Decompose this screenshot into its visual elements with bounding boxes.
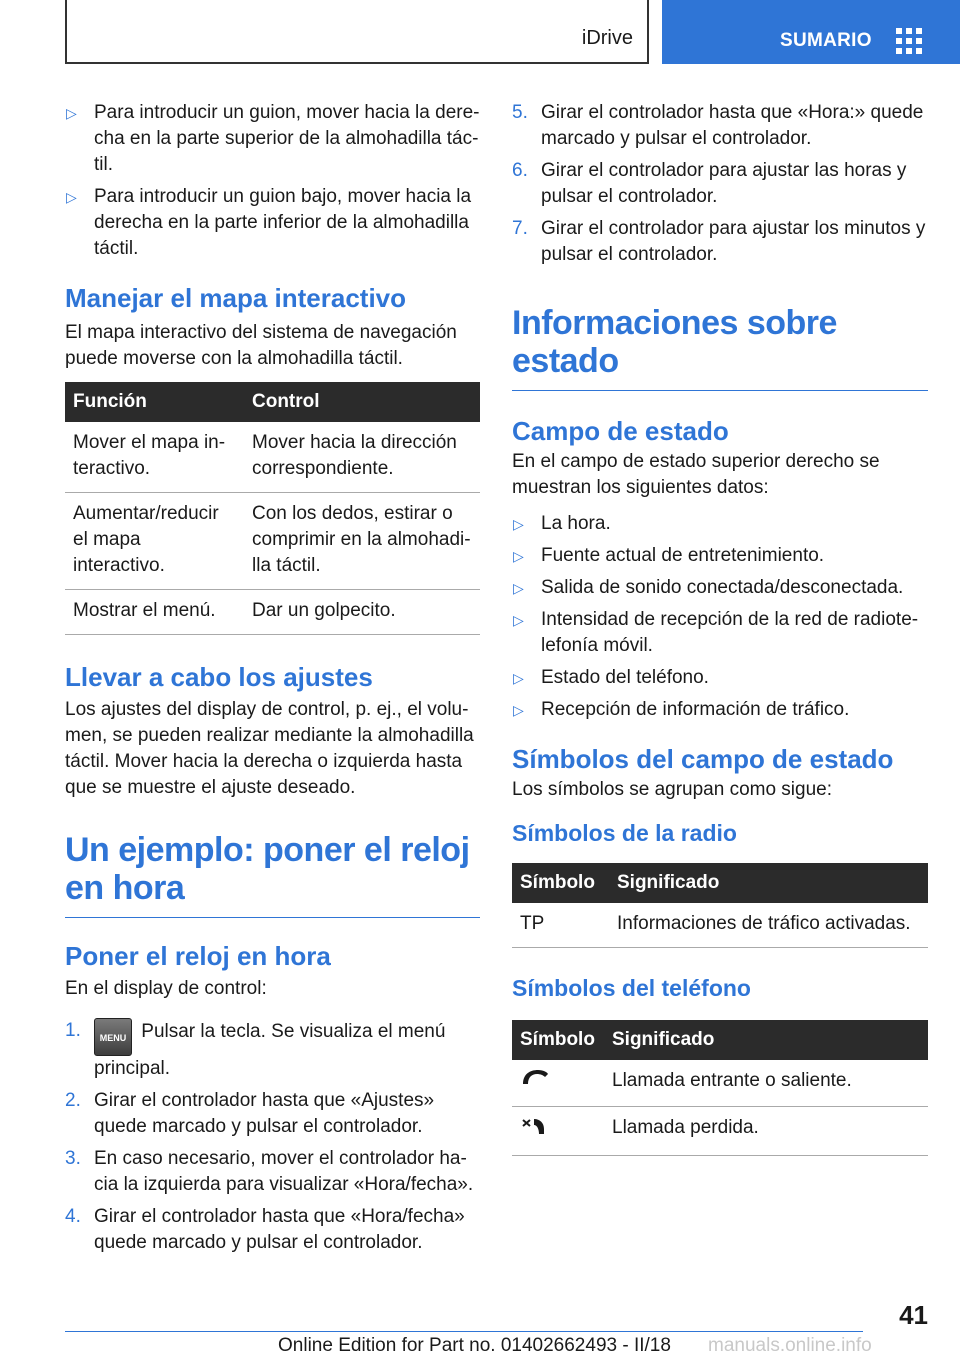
settings-text: Los ajustes del display de control, p. ej., el volumen, se pueden realizar mediante la almohadilla táctil. Mover hacia la derecha o izquierda hasta que se muestre el ajuste deseado.	[65, 699, 474, 798]
triangle-bullet-icon: ▷	[513, 702, 524, 718]
map-table	[65, 382, 480, 635]
list-item: ▷ Estado del teléfono.	[512, 665, 928, 691]
step-item: 7. Girar el controlador para ajustar los minutos y pulsar el controlador.	[512, 218, 926, 265]
table-header: Significado	[609, 863, 928, 903]
right-column	[512, 100, 928, 1156]
status-field-heading: Campo de estado	[512, 416, 729, 446]
page-number: 41	[899, 1300, 928, 1330]
list-item: ▷ Para introducir un guion, mover hacia la derecha en la parte superior de la almohadilla táctil.	[65, 100, 480, 178]
step-item: 6. Girar el controlador para ajustar las horas y pulsar el controlador.	[512, 160, 907, 207]
triangle-bullet-icon: ▷	[513, 612, 524, 628]
symbols-heading: Símbolos del campo de estado	[512, 744, 894, 774]
header-section-tab[interactable]	[65, 0, 649, 64]
triangle-bullet-icon: ▷	[66, 189, 77, 205]
clock-intro: En el display de control:	[65, 978, 267, 999]
triangle-bullet-icon: ▷	[66, 105, 77, 121]
list-item: ▷ Salida de sonido conectada/desconectada.	[512, 575, 928, 601]
radio-symbols-heading: Símbolos de la radio	[512, 820, 737, 846]
example-heading: Un ejemplo: poner el reloj en hora	[65, 831, 480, 918]
triangle-bullet-icon: ▷	[513, 516, 524, 532]
list-item: ▷ Fuente actual de entretenimiento.	[512, 543, 928, 569]
list-item: ▷ La hora.	[512, 511, 928, 537]
toc-button[interactable]	[662, 0, 960, 64]
step-item: 1. MENU Pulsar la tecla. Se visualiza el menú principal.	[65, 1020, 446, 1079]
list-item: ▷ Intensidad de recepción de la red de radiotelefonía móvil.	[512, 607, 928, 659]
menu-button-icon: MENU	[94, 1018, 132, 1056]
table-row: TP Informaciones de tráfico activadas.	[512, 903, 928, 948]
phone-symbols-heading: Símbolos del teléfono	[512, 975, 751, 1001]
toc-label: SUMARIO	[780, 30, 872, 51]
left-column	[65, 100, 480, 1262]
triangle-bullet-icon: ▷	[513, 670, 524, 686]
table-header: Función	[65, 382, 244, 422]
table-row: Mover el mapa interactivo. Mover hacia la dirección correspondiente.	[65, 422, 480, 493]
grid-icon	[896, 28, 922, 54]
status-heading: Informaciones sobre estado	[512, 304, 928, 391]
step-item: 4. Girar el controlador hasta que «Hora/fecha» quede marcado y pulsar el controlador.	[65, 1206, 465, 1253]
phone-symbols-table	[512, 1020, 928, 1156]
footer-watermark: manuals.online.info	[708, 1335, 872, 1356]
step-item: 2. Girar el controlador hasta que «Ajustes» quede marcado y pulsar el controlador.	[65, 1090, 435, 1137]
triangle-bullet-icon: ▷	[513, 548, 524, 564]
list-item: ▷ Para introducir un guion bajo, mover hacia la derecha en la parte inferior de la almohadilla táctil.	[65, 184, 480, 262]
table-row: Mostrar el menú. Dar un golpecito.	[65, 590, 480, 635]
header-section-label: iDrive	[581, 27, 633, 49]
table-header: Significado	[604, 1020, 928, 1060]
missed-call-icon	[520, 1115, 550, 1137]
footer-divider	[65, 1331, 863, 1332]
phone-handset-icon	[520, 1068, 550, 1088]
table-row: Llamada entrante o saliente.	[512, 1060, 928, 1107]
footer-edition: Online Edition for Part no. 01402662493 - II/18	[278, 1335, 671, 1356]
clock-subheading: Poner el reloj en hora	[65, 941, 331, 971]
symbols-intro: Los símbolos se agrupan como sigue:	[512, 779, 833, 800]
step-item: 5. Girar el controlador hasta que «Hora:» quede marcado y pulsar el controlador.	[512, 102, 924, 149]
triangle-bullet-icon: ▷	[513, 580, 524, 596]
step-item: 3. En caso necesario, mover el controlador hacia la izquierda para visualizar «Hora/fecha».	[65, 1148, 474, 1195]
table-row: Aumentar/reducir el mapa interactivo. Con los dedos, estirar o comprimir en la almohadilla táctil.	[65, 493, 480, 590]
table-header: Símbolo	[512, 863, 609, 903]
map-heading: Manejar el mapa interactivo	[65, 283, 407, 313]
list-item: ▷ Recepción de información de tráfico.	[512, 697, 928, 723]
table-header: Control	[244, 382, 480, 422]
status-field-intro: En el campo de estado superior derecho se muestran los siguientes datos:	[512, 451, 880, 498]
map-intro: El mapa interactivo del sistema de navegación puede moverse con la almohadilla táctil.	[65, 322, 457, 369]
radio-symbols-table	[512, 863, 928, 948]
settings-heading: Llevar a cabo los ajustes	[65, 662, 373, 692]
table-header: Símbolo	[512, 1020, 604, 1060]
table-row: Llamada perdida.	[512, 1107, 928, 1156]
